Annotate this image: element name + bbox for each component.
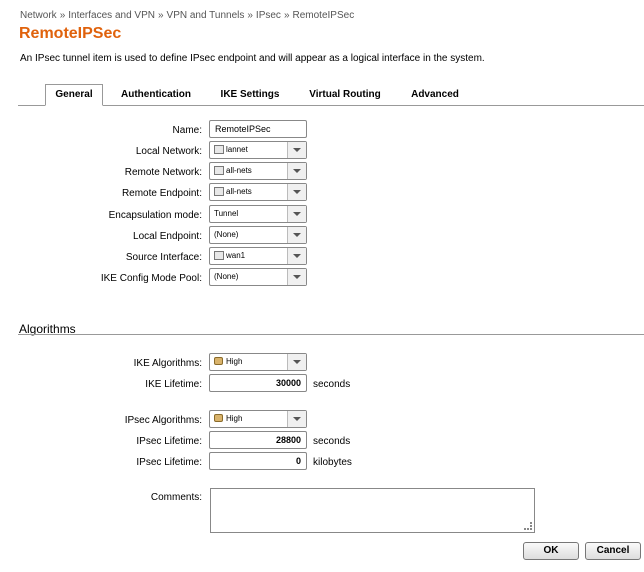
chevron-down-icon[interactable] bbox=[287, 354, 306, 370]
tab-divider bbox=[18, 105, 644, 106]
local-network-select[interactable] bbox=[209, 141, 307, 159]
breadcrumb-separator: » bbox=[59, 10, 66, 21]
algorithms-heading: Algorithms bbox=[19, 322, 76, 336]
ike-algorithms-label: IKE Algorithms: bbox=[133, 358, 202, 369]
chevron-down-icon[interactable] bbox=[287, 248, 306, 264]
ike-lifetime-input[interactable]: 30000 bbox=[209, 374, 307, 392]
name-input[interactable]: RemoteIPSec bbox=[209, 120, 307, 138]
remote-network-select[interactable] bbox=[209, 162, 307, 180]
ike-algorithms-value: High bbox=[226, 357, 243, 366]
section-divider bbox=[18, 334, 644, 335]
breadcrumb-separator: » bbox=[247, 10, 253, 21]
network-object-icon bbox=[214, 166, 224, 175]
tab-advanced[interactable]: Advanced bbox=[411, 89, 459, 100]
encapsulation-select[interactable] bbox=[209, 205, 307, 223]
local-endpoint-label: Local Endpoint: bbox=[133, 231, 202, 242]
encapsulation-value: Tunnel bbox=[214, 209, 239, 218]
remote-endpoint-label: Remote Endpoint: bbox=[121, 188, 202, 199]
local-network-value: lannet bbox=[226, 145, 248, 154]
ipsec-lifetime-label: IPsec Lifetime: bbox=[136, 436, 202, 447]
ike-config-pool-label: IKE Config Mode Pool: bbox=[100, 273, 202, 284]
encapsulation-label: Encapsulation mode: bbox=[108, 210, 202, 221]
ok-button[interactable]: OK bbox=[523, 542, 579, 560]
ike-algorithms-select[interactable] bbox=[209, 353, 307, 371]
chevron-down-icon[interactable] bbox=[287, 227, 306, 243]
remote-endpoint-value: all-nets bbox=[226, 187, 252, 196]
breadcrumb-separator: » bbox=[283, 10, 290, 21]
source-interface-label: Source Interface: bbox=[125, 252, 202, 263]
name-label: Name: bbox=[172, 125, 202, 136]
chevron-down-icon[interactable] bbox=[287, 184, 306, 200]
ipsec-lifetime-kb-label: IPsec Lifetime: bbox=[136, 457, 202, 468]
page-description: An IPsec tunnel item is used to define IPsec endpoint and will appear as a logical interface in the system. bbox=[20, 53, 485, 64]
breadcrumb-ipsec[interactable]: IPsec bbox=[255, 10, 281, 21]
cancel-button[interactable]: Cancel bbox=[585, 542, 641, 560]
remote-network-label: Remote Network: bbox=[124, 167, 202, 178]
ike-lifetime-label: IKE Lifetime: bbox=[145, 379, 202, 390]
local-endpoint-value: (None) bbox=[214, 230, 239, 239]
ike-lifetime-unit: seconds bbox=[313, 379, 351, 390]
ipsec-lifetime-kb-input[interactable]: 0 bbox=[209, 452, 307, 470]
breadcrumb-network[interactable]: Network bbox=[20, 10, 57, 21]
comments-textarea[interactable] bbox=[210, 488, 535, 533]
ipsec-lifetime-kb-unit: kilobytes bbox=[313, 457, 352, 468]
local-endpoint-select[interactable] bbox=[209, 226, 307, 244]
breadcrumb-interfaces-vpn[interactable]: Interfaces and VPN bbox=[68, 10, 155, 21]
ike-config-pool-select[interactable] bbox=[209, 268, 307, 286]
breadcrumb-separator: » bbox=[157, 10, 164, 21]
ike-config-pool-value: (None) bbox=[214, 272, 239, 281]
lock-icon bbox=[214, 414, 223, 422]
chevron-down-icon[interactable] bbox=[287, 411, 306, 427]
resize-grip-icon[interactable] bbox=[524, 522, 532, 530]
ipsec-lifetime-input[interactable]: 28800 bbox=[209, 431, 307, 449]
tab-authentication[interactable]: Authentication bbox=[121, 89, 191, 100]
source-interface-value: wan1 bbox=[226, 251, 246, 260]
chevron-down-icon[interactable] bbox=[287, 163, 306, 179]
ipsec-algorithms-select[interactable] bbox=[209, 410, 307, 428]
breadcrumb bbox=[20, 10, 354, 21]
local-network-label: Local Network: bbox=[135, 146, 202, 157]
chevron-down-icon[interactable] bbox=[287, 142, 306, 158]
page-title: RemoteIPSec bbox=[19, 25, 122, 42]
breadcrumb-current: RemoteIPSec bbox=[292, 10, 355, 21]
chevron-down-icon[interactable] bbox=[287, 206, 306, 222]
lock-icon bbox=[214, 357, 223, 365]
network-object-icon bbox=[214, 187, 224, 196]
tab-general[interactable]: General bbox=[45, 84, 103, 106]
ipsec-algorithms-value: High bbox=[226, 414, 243, 423]
tab-ike-settings[interactable]: IKE Settings bbox=[220, 89, 280, 100]
tab-virtual-routing[interactable]: Virtual Routing bbox=[309, 89, 381, 100]
source-interface-select[interactable] bbox=[209, 247, 307, 265]
breadcrumb-vpn-tunnels[interactable]: VPN and Tunnels bbox=[166, 10, 245, 21]
interface-icon bbox=[214, 251, 224, 260]
ipsec-algorithms-label: IPsec Algorithms: bbox=[124, 415, 202, 426]
remote-network-value: all-nets bbox=[226, 166, 252, 175]
ipsec-lifetime-unit: seconds bbox=[313, 436, 351, 447]
comments-label: Comments: bbox=[150, 492, 202, 503]
remote-endpoint-select[interactable] bbox=[209, 183, 307, 201]
network-object-icon bbox=[214, 145, 224, 154]
chevron-down-icon[interactable] bbox=[287, 269, 306, 285]
